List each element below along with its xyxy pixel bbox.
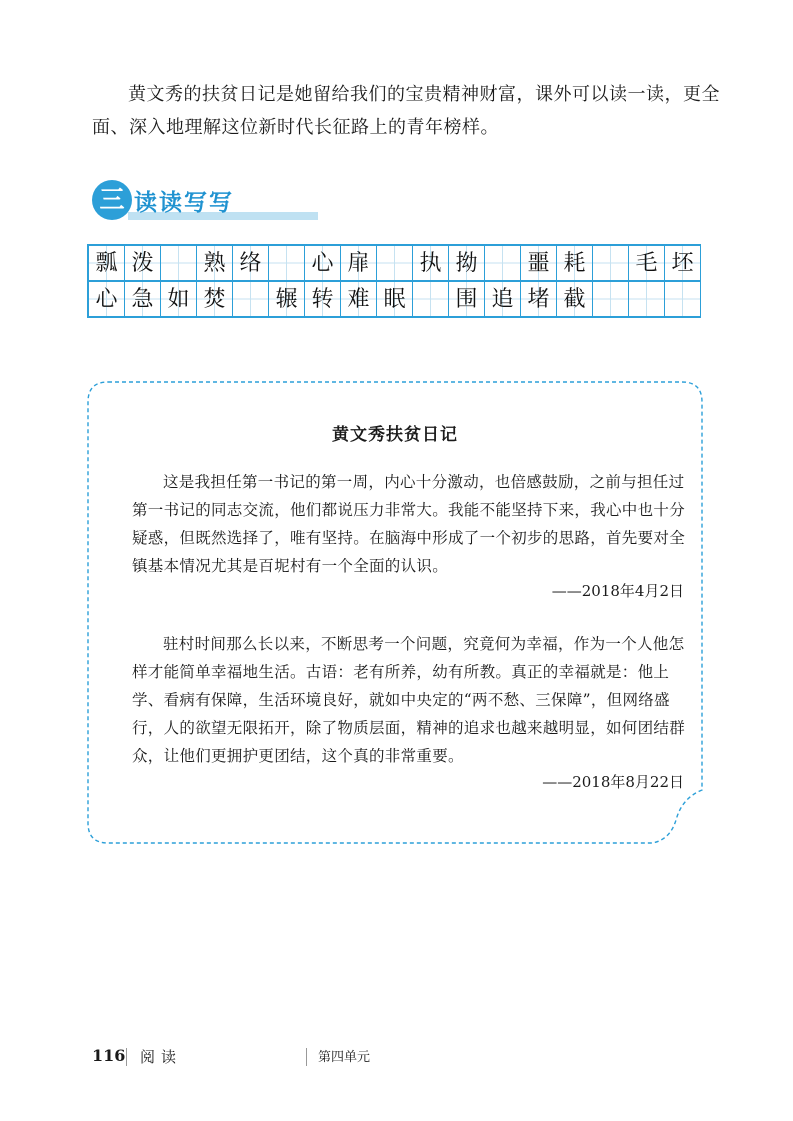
grid-cell: 围 bbox=[449, 282, 485, 318]
grid-cell bbox=[233, 282, 269, 318]
grid-cell: 心 bbox=[89, 282, 125, 318]
grid-cell: 眠 bbox=[377, 282, 413, 318]
intro-paragraph: 黄文秀的扶贫日记是她留给我们的宝贵精神财富，课外可以读一读，更全面、深入地理解这位新时代长征路上的青年榜样。 bbox=[92, 84, 720, 138]
grid-cell: 追 bbox=[485, 282, 521, 318]
grid-cell: 心 bbox=[305, 246, 341, 282]
footer-section-name: 阅读 bbox=[140, 1048, 183, 1066]
grid-cell: 辗 bbox=[269, 282, 305, 318]
grid-cell bbox=[665, 282, 701, 318]
grid-cell: 如 bbox=[161, 282, 197, 318]
section-number-badge: 三 bbox=[92, 180, 132, 220]
grid-cell: 泼 bbox=[125, 246, 161, 282]
diary-entry-text: 这是我担任第一书记的第一周，内心十分激动，也倍感鼓励，之前与担任过第一书记的同志交流，他们都说压力非常大。我能不能坚持下来，我心中也十分疑惑，但既然选择了，唯有坚持。在脑海中形成了一个初步的思路，首先要对全镇基本情况尤其是百坭村有一个全面的认识。 bbox=[132, 473, 686, 575]
grid-cell bbox=[485, 246, 521, 282]
grid-cell: 瓢 bbox=[89, 246, 125, 282]
footer-divider bbox=[126, 1048, 127, 1066]
diary-entry-text: 驻村时间那么长以来，不断思考一个问题，究竟何为幸福，作为一个人他怎样才能简单幸福地生活。古语：老有所养，幼有所教。真正的幸福就是：他上学、看病有保障，生活环境良好，就如中央定的“两不愁、三保障”，但网络盛行，人的欲望无限拓开，除了物质层面，精神的追求也越来越明显，如何团结群众，让他们更拥护更团结，这个真的非常重要。 bbox=[132, 635, 686, 765]
page-number: 116 bbox=[92, 1046, 126, 1065]
grid-cell: 执 bbox=[413, 246, 449, 282]
grid-cell bbox=[377, 246, 413, 282]
grid-cell: 耗 bbox=[557, 246, 593, 282]
section-title: 读读写写 bbox=[134, 190, 234, 216]
grid-cell bbox=[413, 282, 449, 318]
footer-divider bbox=[306, 1048, 307, 1066]
grid-cell: 毛 bbox=[629, 246, 665, 282]
diary-entry-date: ——2018年4月2日 bbox=[551, 582, 684, 600]
grid-cell: 截 bbox=[557, 282, 593, 318]
diary-box bbox=[86, 380, 704, 845]
grid-cell: 拗 bbox=[449, 246, 485, 282]
writing-grid bbox=[87, 244, 701, 318]
grid-cell: 熟 bbox=[197, 246, 233, 282]
diary-title: 黄文秀扶贫日记 bbox=[332, 425, 458, 445]
grid-cell: 难 bbox=[341, 282, 377, 318]
grid-cell bbox=[629, 282, 665, 318]
grid-cell: 坯 bbox=[665, 246, 701, 282]
grid-cell: 堵 bbox=[521, 282, 557, 318]
grid-cell: 急 bbox=[125, 282, 161, 318]
grid-cell bbox=[269, 246, 305, 282]
grid-cell: 焚 bbox=[197, 282, 233, 318]
grid-cell: 噩 bbox=[521, 246, 557, 282]
grid-cell bbox=[593, 282, 629, 318]
diary-entry-date: ——2018年8月22日 bbox=[542, 773, 684, 791]
footer-unit: 第四单元 bbox=[318, 1050, 371, 1065]
grid-cell: 络 bbox=[233, 246, 269, 282]
grid-cell: 扉 bbox=[341, 246, 377, 282]
grid-cell bbox=[593, 246, 629, 282]
grid-cell: 转 bbox=[305, 282, 341, 318]
grid-cell bbox=[161, 246, 197, 282]
